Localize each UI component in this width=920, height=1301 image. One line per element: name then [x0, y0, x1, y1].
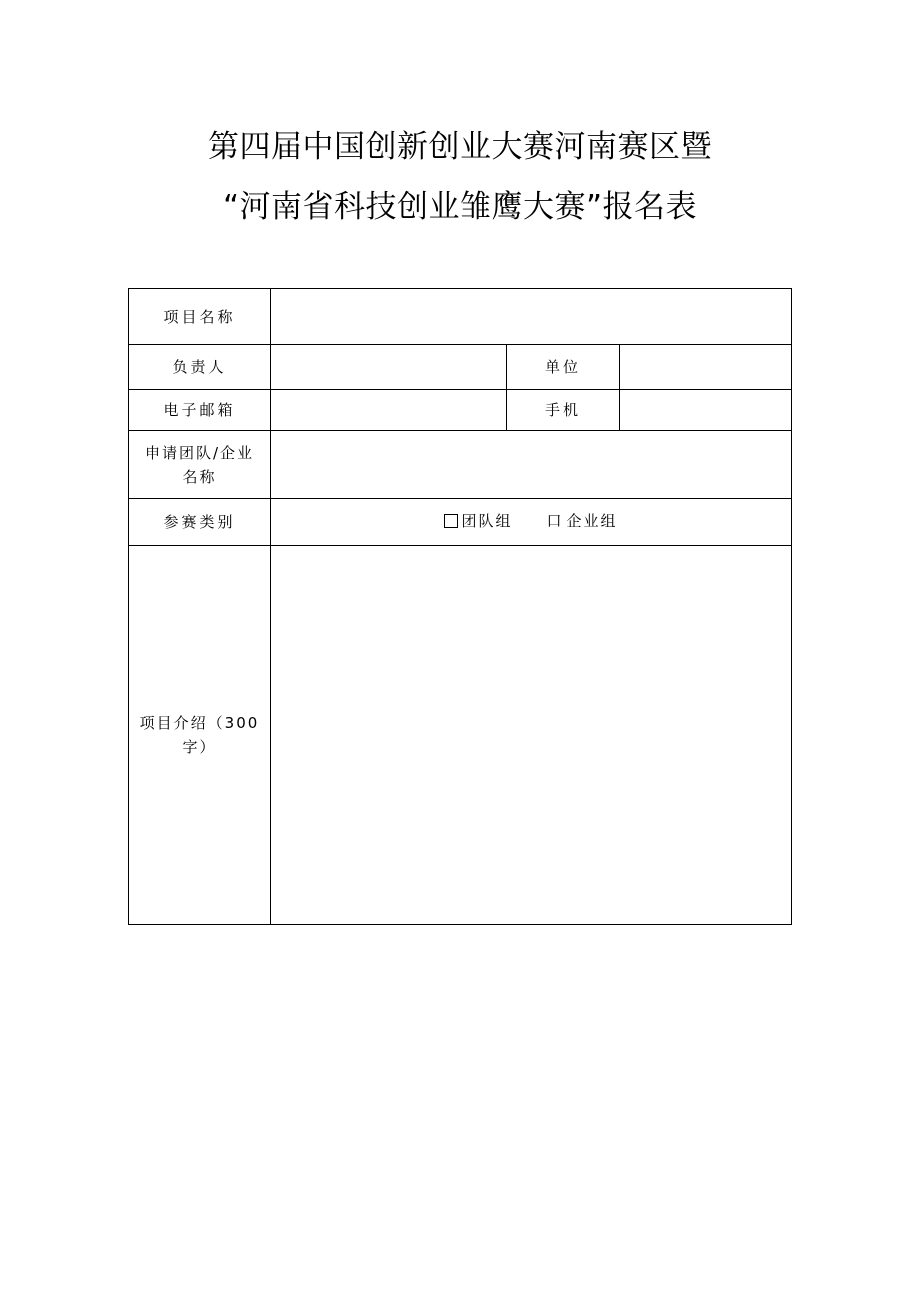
row-project-name — [129, 289, 792, 345]
leader-field[interactable] — [271, 345, 507, 390]
intro-label: 项目介绍（300字） — [139, 714, 260, 756]
phone-label: 手机 — [507, 390, 620, 431]
form-title-line-2: “河南省科技创业雏鹰大赛”报名表 — [222, 189, 698, 225]
row-applicant — [129, 431, 792, 499]
project-name-field[interactable] — [271, 289, 792, 345]
email-field[interactable] — [271, 390, 507, 431]
team-group-checkbox[interactable] — [444, 514, 458, 528]
intro-field[interactable] — [271, 546, 792, 925]
row-leader — [129, 345, 792, 390]
intro-label-cell — [129, 546, 271, 925]
enterprise-group-label: 企业组 — [566, 512, 618, 530]
row-email — [129, 390, 792, 431]
form-title-line-1: 第四届中国创新创业大赛河南赛区暨 — [208, 129, 712, 165]
leader-label: 负责人 — [129, 345, 271, 390]
applicant-field[interactable] — [271, 431, 792, 499]
phone-field[interactable] — [620, 390, 792, 431]
row-category — [129, 499, 792, 546]
enterprise-group-checkbox[interactable]: 口 — [546, 512, 564, 530]
applicant-label: 申请团队/企业名称 — [144, 443, 255, 486]
email-label: 电子邮箱 — [129, 390, 271, 431]
team-group-label: 团队组 — [461, 512, 513, 530]
category-label: 参赛类别 — [129, 499, 271, 546]
unit-label: 单位 — [507, 345, 620, 390]
applicant-label-cell — [129, 431, 271, 499]
registration-form-table — [128, 288, 792, 925]
category-options-cell — [271, 499, 792, 546]
project-name-label: 项目名称 — [129, 289, 271, 345]
category-options — [444, 509, 617, 533]
unit-field[interactable] — [620, 345, 792, 390]
row-intro — [129, 546, 792, 925]
